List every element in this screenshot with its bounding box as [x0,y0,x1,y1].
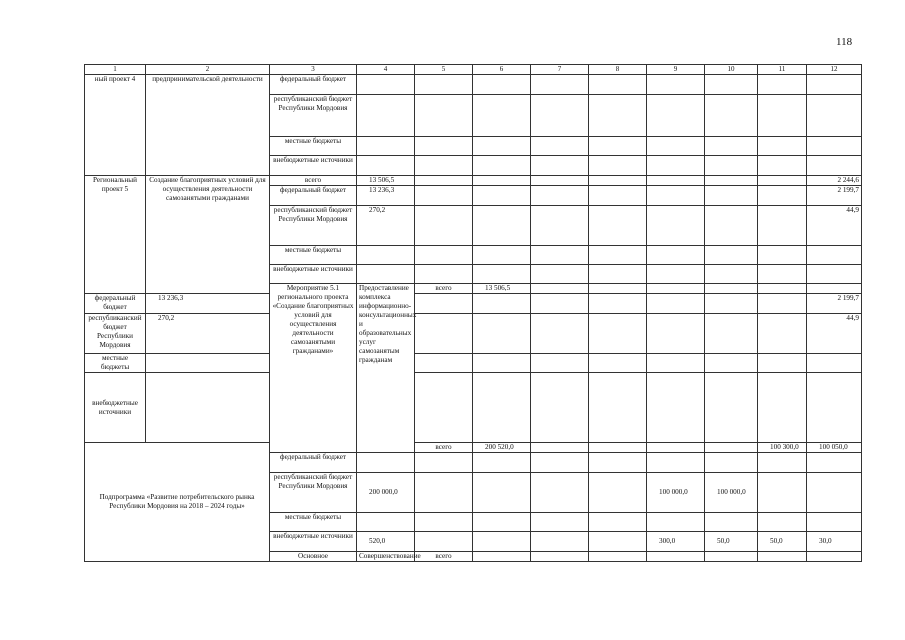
value-cell: 13 236,3 [357,186,415,206]
source-label: всего [415,552,473,562]
col-header-4: 4 [357,65,415,75]
row-description: Совершенствование [357,552,415,562]
row-label: Региональный проект 5 [85,176,146,294]
source-label: местные бюджеты [85,354,146,373]
col-header-12: 12 [807,65,862,75]
table-row [85,373,862,443]
value-cell: 270,2 [357,206,415,246]
value-cell: 13 506,5 [357,176,415,186]
value-cell: 2 244,6 [807,176,862,186]
source-label: местные бюджеты [270,513,357,532]
table-row [85,176,862,186]
value-cell: 520,0 [357,532,415,552]
col-header-7: 7 [531,65,589,75]
value-cell: 100 000,0 [705,473,758,513]
value-cell: 44,9 [807,206,862,246]
value-cell: 100 050,0 [807,443,862,453]
source-label: всего [415,284,473,294]
col-header-10: 10 [705,65,758,75]
value-cell: 200 520,0 [473,443,531,453]
value-cell: 50,0 [705,532,758,552]
source-label: всего [270,176,357,186]
table-row [85,354,862,373]
value-cell: 2 199,7 [807,186,862,206]
source-label: республиканский бюджет Республики Мордовия [270,206,357,246]
value-cell: 100 300,0 [758,443,807,453]
value-cell: 2 199,7 [807,294,862,314]
row-label: Мероприятие 5.1 регионального проекта «Создание благоприятных условий для осуществления деятельности самозанятыми гражданами» [270,284,357,453]
page-number: 118 [836,36,853,48]
table-row [85,443,862,453]
source-label: республиканский бюджет Республики Мордовия [270,95,357,137]
row-description: Предоставление комплекса информационно-консультационных и образовательных услуг самозанятым гражданам [357,284,415,453]
value-cell: 100 000,0 [647,473,705,513]
source-label: внебюджетные источники [270,265,357,284]
col-header-3: 3 [270,65,357,75]
table-row [85,75,862,95]
table-row [85,314,862,354]
budget-table [84,64,862,562]
value-cell: 30,0 [807,532,862,552]
row-label: ный проект 4 [85,75,146,176]
value-cell: 44,9 [807,314,862,354]
source-label: федеральный бюджет [270,75,357,95]
row-description: предпринимательской деятельности [146,75,270,176]
source-label: республиканский бюджет Республики Мордовия [85,314,146,354]
source-label: внебюджетные источники [270,532,357,552]
source-label: местные бюджеты [270,137,357,156]
source-label: местные бюджеты [270,246,357,265]
source-label: всего [415,443,473,453]
source-label: федеральный бюджет [85,294,146,314]
source-label: федеральный бюджет [270,186,357,206]
col-header-5: 5 [415,65,473,75]
header-row [85,65,862,75]
col-header-2: 2 [146,65,270,75]
source-label: республиканский бюджет Республики Мордовия [270,473,357,513]
row-label: Основное [270,552,357,562]
subprogram-title: Подпрограмма «Развитие потребительского рынка Республики Мордовия на 2018 – 2024 годы» [85,443,270,562]
source-label: внебюджетные источники [85,373,146,443]
source-label: внебюджетные источники [270,156,357,176]
value-cell: 200 000,0 [357,473,415,513]
col-header-9: 9 [647,65,705,75]
value-cell: 13 506,5 [473,284,531,294]
col-header-11: 11 [758,65,807,75]
value-cell: 13 236,3 [146,294,270,314]
value-cell: 270,2 [146,314,270,354]
col-header-1: 1 [85,65,146,75]
table-row [85,294,862,314]
col-header-8: 8 [589,65,647,75]
row-description: Создание благоприятных условий для осуществления деятельности самозанятыми гражданами [146,176,270,294]
source-label: федеральный бюджет [270,453,357,473]
value-cell: 50,0 [758,532,807,552]
col-header-6: 6 [473,65,531,75]
value-cell: 300,0 [647,532,705,552]
